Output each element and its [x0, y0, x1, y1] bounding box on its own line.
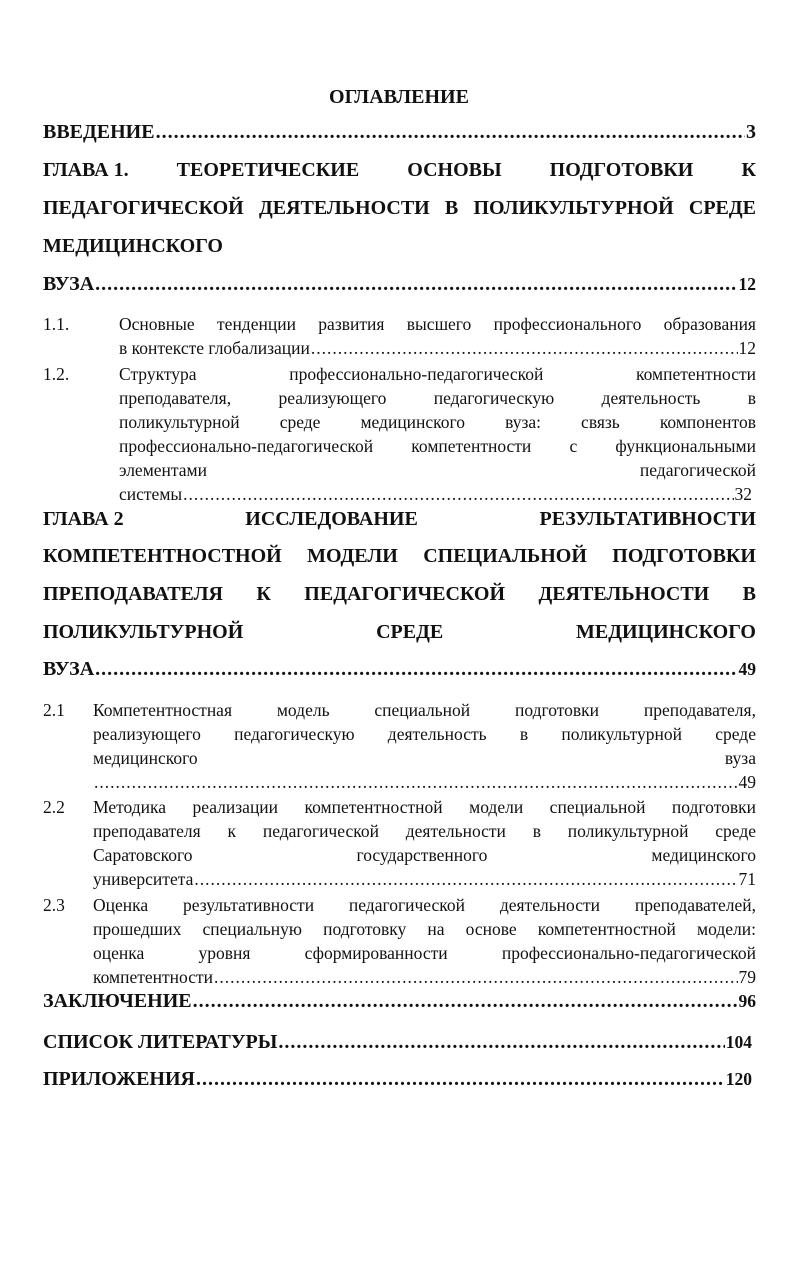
chapter1-title-line1[interactable] — [43, 159, 756, 182]
word: ПРЕПОДАВАТЕЛЯ — [43, 583, 223, 605]
word: поликультурной — [561, 724, 682, 744]
word: Компетентностная — [93, 700, 233, 720]
toc-entry-label: ВВЕДЕНИЕ — [43, 121, 155, 143]
word: преподавателя, — [643, 700, 756, 720]
word: элементами — [119, 460, 207, 480]
toc-entry-conclusion[interactable] — [43, 990, 756, 1013]
word: ИССЛЕДОВАНИЕ — [245, 508, 418, 530]
word: модель — [276, 700, 330, 720]
word: ПОЛИКУЛЬТУРНОЙ — [43, 621, 244, 643]
word: медицинского — [93, 748, 198, 768]
section-2-2-line3[interactable] — [93, 845, 756, 866]
section-1-1-line1[interactable]: Основные тенденции развития высшего профессионального образования — [119, 314, 756, 334]
word: уровня — [198, 943, 251, 963]
word: ГЛАВА 2 — [43, 508, 124, 530]
word: реализующего — [278, 388, 387, 408]
section-2-3-line3[interactable] — [93, 943, 756, 964]
word: профессионально-педагогической — [289, 364, 544, 384]
section-2-2-line2[interactable]: преподавателя к педагогической деятельности в поликультурной среде — [93, 821, 756, 841]
word: ДЕЯТЕЛЬНОСТИ — [538, 583, 710, 605]
word: ПЕДАГОГИЧЕСКОЙ — [304, 583, 506, 605]
word: СПЕЦИАЛЬНОЙ — [423, 545, 587, 567]
word: педагогической — [639, 460, 756, 480]
word: Саратовского — [93, 845, 193, 865]
toc-entry-label: ВУЗА — [43, 658, 95, 680]
toc-entry-label: компетентности — [93, 967, 213, 987]
word: ГЛАВА 1. — [43, 159, 129, 181]
leader-dots — [183, 484, 733, 505]
leader-dots — [194, 869, 737, 890]
chapter2-title-line3[interactable] — [43, 583, 756, 606]
leader-dots — [196, 1068, 725, 1091]
section-2-3-line1[interactable]: Оценка результативности педагогической деятельности преподавателей, — [93, 895, 756, 915]
leader-dots — [193, 990, 738, 1013]
section-number: 2.1 — [43, 700, 65, 720]
chapter1-title-line3: МЕДИЦИНСКОГО — [43, 235, 223, 257]
leader-dots — [95, 273, 737, 296]
section-2-1-line1[interactable] — [93, 700, 756, 721]
word: поликультурной — [119, 412, 240, 432]
word: среде — [715, 724, 756, 744]
chapter1-title-line2: ПЕДАГОГИЧЕСКОЙ ДЕЯТЕЛЬНОСТИ В ПОЛИКУЛЬТУРНОЙ СРЕДЕ — [43, 197, 756, 219]
toc-entry-label: системы — [119, 484, 183, 504]
section-1-2-line5[interactable] — [119, 460, 756, 481]
word: МОДЕЛИ — [307, 545, 398, 567]
word: деятельность — [601, 388, 701, 408]
leader-dots — [156, 121, 745, 144]
word: педагогическую — [234, 724, 355, 744]
word: государственного — [356, 845, 488, 865]
toc-entry-label: университета — [93, 869, 194, 889]
word: КОМПЕТЕНТНОСТНОЙ — [43, 545, 282, 567]
toc-entry-chapter2[interactable] — [43, 658, 756, 681]
chapter2-title-line1[interactable] — [43, 508, 756, 531]
section-2-2-line1[interactable]: Методика реализации компетентностной модели специальной подготовки — [93, 797, 756, 817]
word: ОСНОВЫ — [407, 159, 502, 181]
toc-entry-section-1-1[interactable] — [119, 338, 756, 359]
word: связь — [581, 412, 620, 432]
word: деятельность — [387, 724, 487, 744]
chapter2-title-line2[interactable] — [43, 545, 756, 568]
word: В — [742, 583, 756, 605]
word: К — [256, 583, 271, 605]
toc-entry-page: 120 — [725, 1069, 752, 1089]
toc-entry-page: 32 — [734, 484, 752, 504]
section-1-2-line4[interactable]: профессионально-педагогической компетентности с функциональными — [119, 436, 756, 456]
toc-entry-section-2-1[interactable] — [93, 772, 756, 793]
word: среде — [279, 412, 321, 432]
word: медицинского — [360, 412, 466, 432]
chapter2-title-line4[interactable] — [43, 621, 756, 644]
leader-dots — [278, 1031, 724, 1054]
word: Структура — [119, 364, 197, 384]
word: профессионально-педагогической — [501, 943, 756, 963]
word: реализующего — [93, 724, 201, 744]
word: К — [741, 159, 756, 181]
section-1-2-line1[interactable] — [119, 364, 756, 385]
toc-entry-page: 104 — [725, 1032, 752, 1052]
toc-entry-page: 49 — [738, 772, 756, 792]
word: в — [519, 724, 529, 744]
section-2-3-line2[interactable]: прошедших специальную подготовку на основе компетентностной модели: — [93, 919, 756, 939]
toc-entry-label: в контексте глобализации — [119, 338, 310, 358]
word: вуза — [724, 748, 756, 768]
toc-entry-label: ЗАКЛЮЧЕНИЕ — [43, 990, 192, 1012]
toc-entry-intro[interactable] — [43, 121, 756, 144]
toc-entry-page: 12 — [738, 274, 756, 294]
word: компонентов — [659, 412, 756, 432]
word: подготовки — [514, 700, 600, 720]
section-2-1-line3[interactable] — [93, 748, 756, 769]
toc-entry-page: 3 — [746, 121, 756, 143]
section-number: 2.2 — [43, 797, 65, 817]
leader-dots — [94, 772, 738, 793]
word: СРЕДЕ — [376, 621, 444, 643]
toc-entry-section-1-2[interactable] — [119, 484, 752, 505]
toc-entry-section-2-2[interactable] — [93, 869, 756, 890]
section-2-1-line2[interactable] — [93, 724, 756, 745]
toc-entry-appendices[interactable] — [43, 1068, 752, 1091]
toc-entry-label: СПИСОК ЛИТЕРАТУРЫ — [43, 1031, 278, 1053]
section-1-2-line3[interactable] — [119, 412, 756, 433]
word: сформированности — [304, 943, 448, 963]
word: РЕЗУЛЬТАТИВНОСТИ — [539, 508, 756, 530]
word: медицинского — [651, 845, 756, 865]
word: ПОДГОТОВКИ — [549, 159, 694, 181]
leader-dots — [95, 658, 737, 681]
section-number: 2.3 — [43, 895, 65, 915]
section-number: 1.2. — [43, 364, 70, 384]
toc-entry-label: ВУЗА — [43, 273, 95, 295]
toc-entry-page: 96 — [738, 991, 756, 1011]
leader-dots — [311, 338, 738, 359]
word: специальной — [374, 700, 471, 720]
toc-entry-references[interactable] — [43, 1031, 752, 1054]
toc-entry-page: 71 — [738, 869, 756, 889]
word: ТЕОРЕТИЧЕСКИЕ — [176, 159, 360, 181]
toc-heading: ОГЛАВЛЕНИЕ — [329, 86, 469, 108]
word: ПОДГОТОВКИ — [612, 545, 756, 567]
word: МЕДИЦИНСКОГО — [575, 621, 756, 643]
section-1-2-line2[interactable] — [119, 388, 756, 409]
word: в — [747, 388, 756, 408]
word: компетентности — [635, 364, 756, 384]
word: оценка — [93, 943, 145, 963]
word: вуза: — [505, 412, 542, 432]
toc-entry-label: ПРИЛОЖЕНИЯ — [43, 1068, 195, 1090]
word: педагогическую — [433, 388, 555, 408]
toc-entry-page: 49 — [738, 659, 756, 679]
leader-dots — [214, 967, 738, 988]
toc-entry-section-2-3[interactable] — [93, 967, 756, 988]
word: преподавателя, — [119, 388, 232, 408]
toc-entry-chapter1[interactable] — [43, 273, 756, 296]
toc-entry-page: 79 — [738, 967, 756, 987]
section-number: 1.1. — [43, 314, 70, 334]
toc-entry-page: 12 — [738, 338, 756, 358]
